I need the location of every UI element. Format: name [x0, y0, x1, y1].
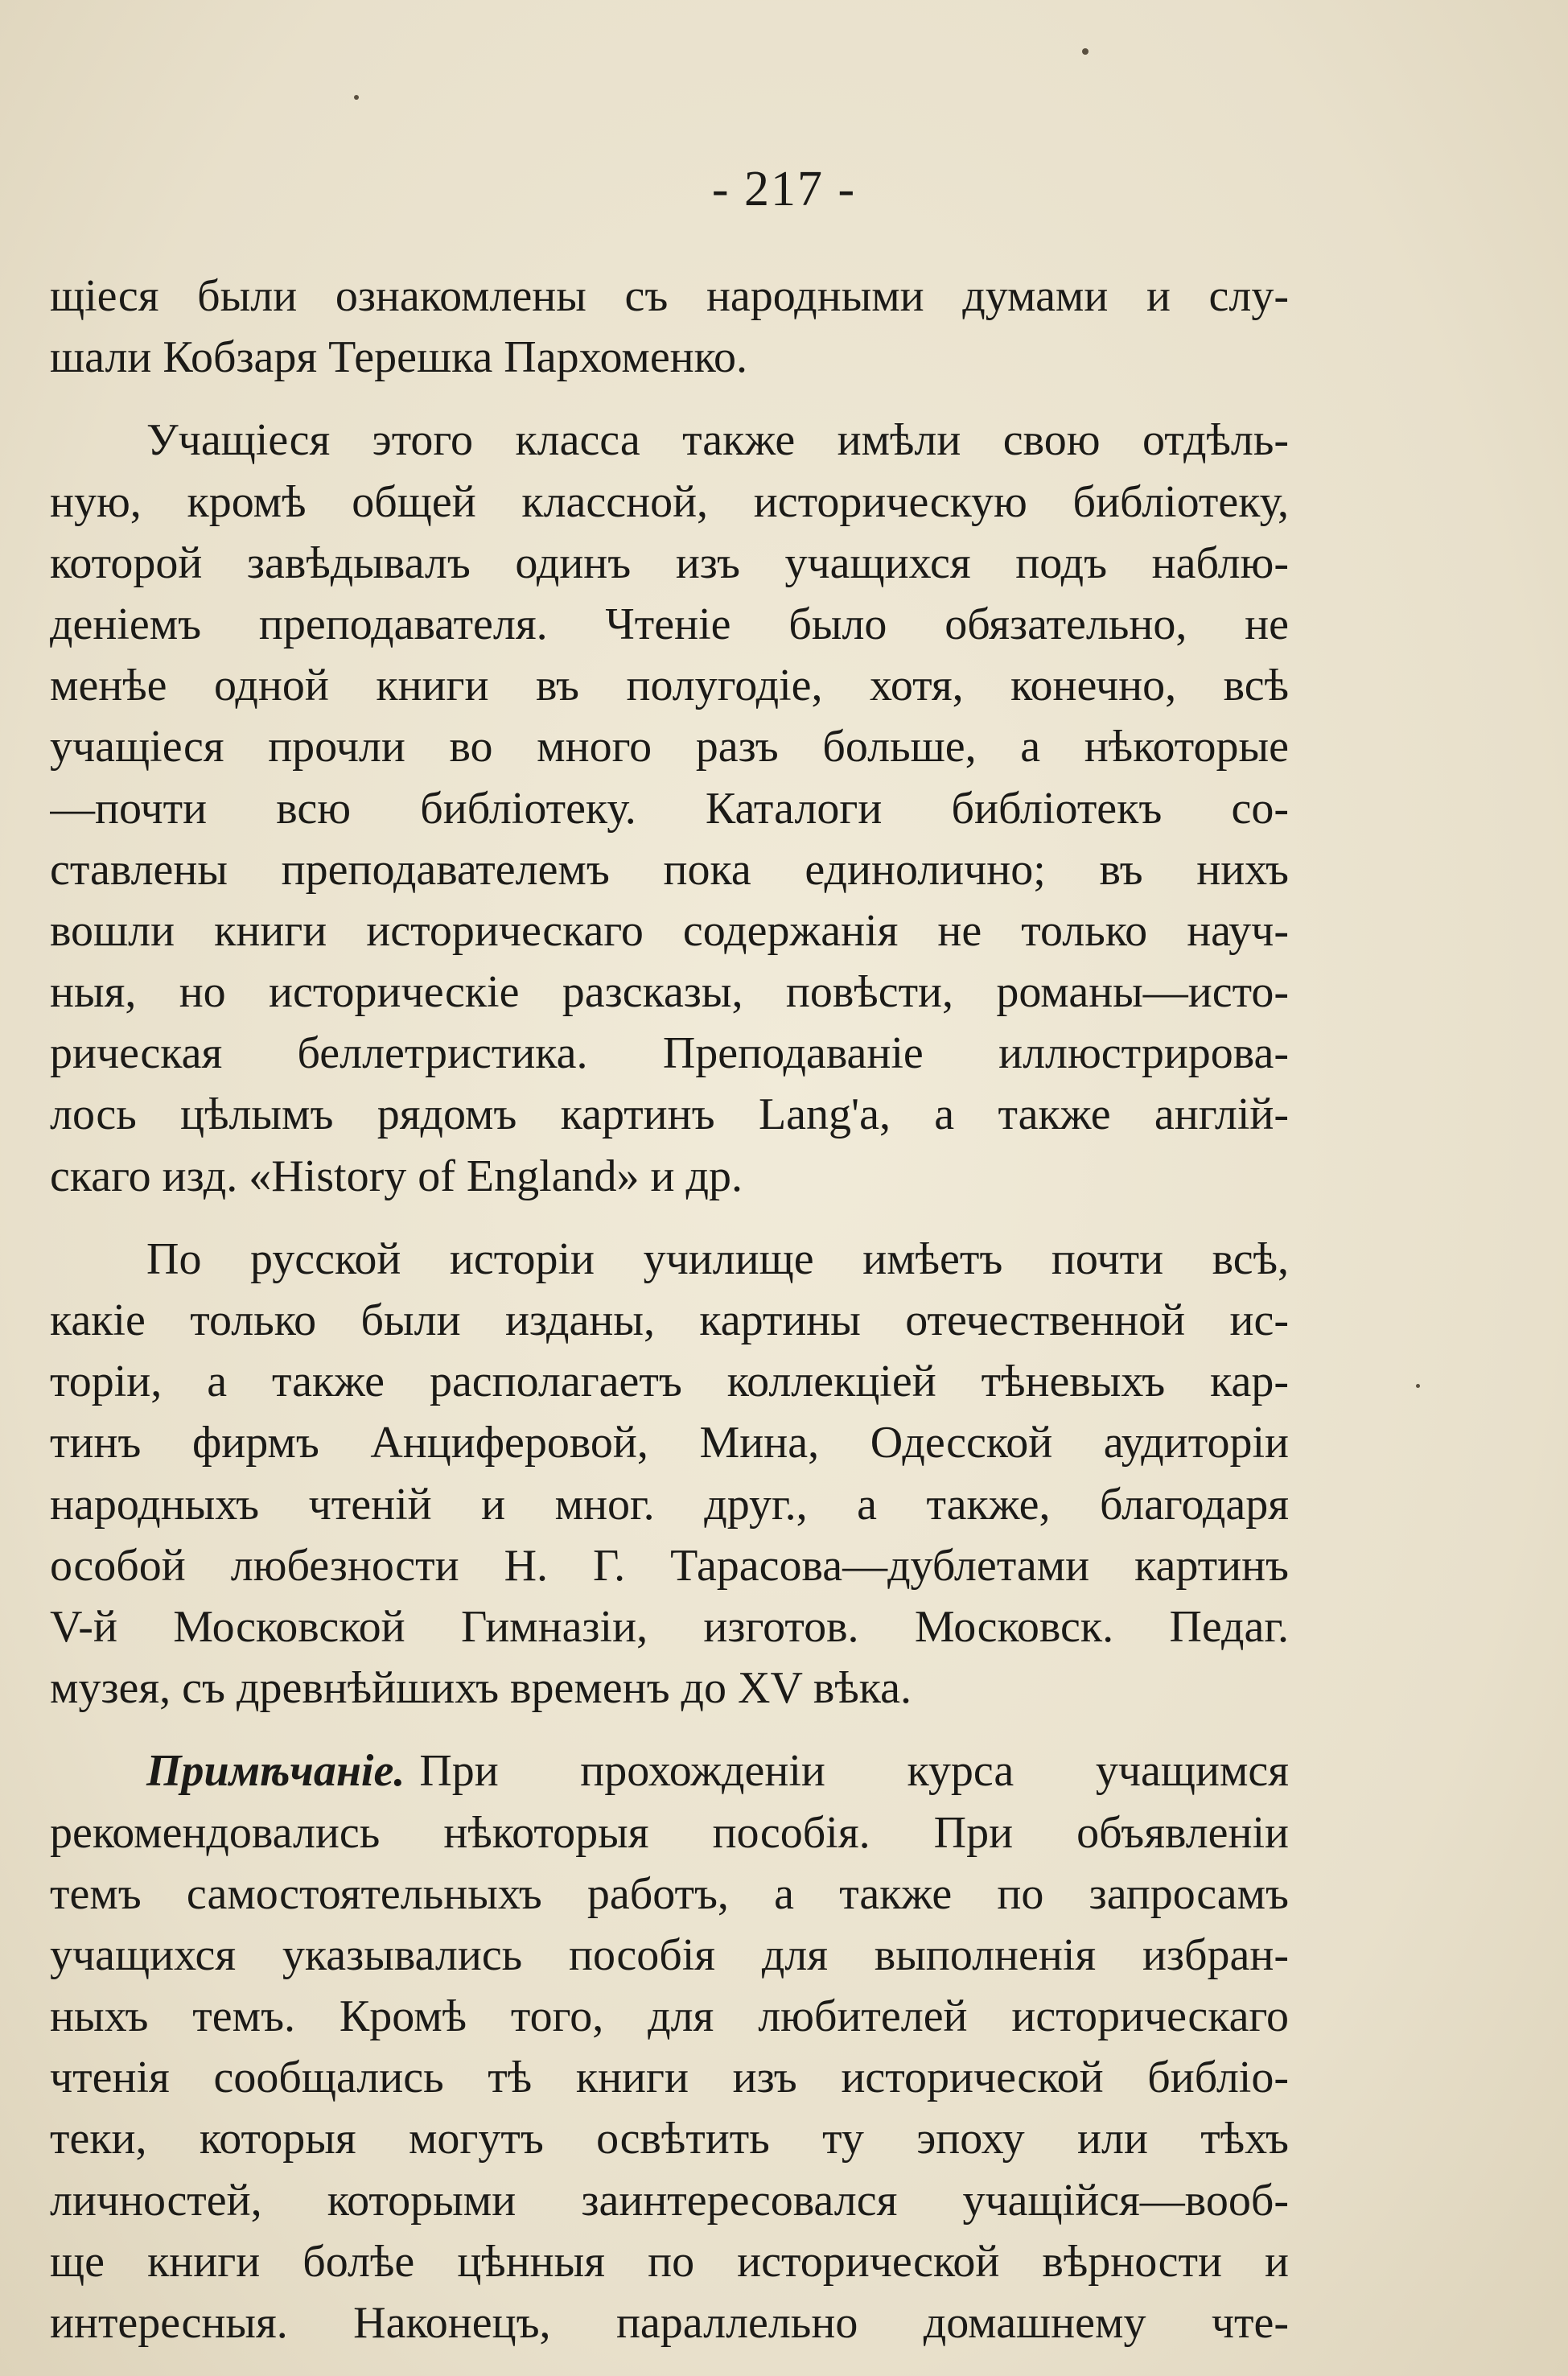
text-line: музея, съ древнѣйшихъ временъ до XV вѣка.	[50, 1663, 912, 1714]
text-line: народныхъ чтеній и мног. друг., а также, благодаря	[50, 1479, 1289, 1530]
text-line: особой любезности Н. Г. Тарасова—дублетами картинъ	[50, 1540, 1289, 1591]
text-line: рекомендовались нѣкоторыя пособія. При объявленіи	[50, 1807, 1289, 1858]
ink-speck	[1082, 48, 1089, 55]
text-line: деніемъ преподавателя. Чтеніе было обязательно, не	[50, 599, 1289, 649]
ink-speck	[354, 95, 359, 100]
text-line: рическая беллетристика. Преподаваніе иллюстрирова-	[50, 1028, 1289, 1079]
text-line: личностей, которыми заинтересовался учащійся—вооб-	[50, 2175, 1289, 2226]
text-line: Учащіеся этого класса также имѣли свою отдѣль-	[146, 415, 1289, 466]
note-label: Примѣчаніе.	[146, 1746, 405, 1797]
text-line: лось цѣлымъ рядомъ картинъ Lang'a, а также англій-	[50, 1089, 1289, 1140]
text-line: учащихся указывались пособія для выполненія избран-	[50, 1929, 1289, 1980]
text-line: ныя, но историческіе разсказы, повѣсти, романы—исто-	[50, 967, 1289, 1018]
text-span: При прохожденіи курса учащимся	[419, 1746, 1289, 1797]
text-line: V-й Московской Гимназіи, изготов. Московск. Педаг.	[50, 1601, 1289, 1652]
text-line: торіи, а также располагаетъ коллекціей тѣневыхъ кар-	[50, 1357, 1289, 1407]
text-line: чтенія сообщались тѣ книги изъ исторической библіо-	[50, 2053, 1289, 2103]
text-line: По русской исторіи училище имѣетъ почти всѣ,	[146, 1233, 1289, 1284]
text-line: темъ самостоятельныхъ работъ, а также по запросамъ	[50, 1868, 1289, 1919]
text-line: шали Кобзаря Терешка Пархоменко.	[50, 332, 748, 383]
text-line	[50, 1740, 1289, 1802]
text-line: ную, кромѣ общей классной, историческую библіотеку,	[50, 476, 1289, 527]
text-line: какіе только были изданы, картины отечественной ис-	[50, 1295, 1289, 1345]
text-line: щіеся были ознакомлены съ народными думами и слу-	[50, 271, 1289, 321]
text-line: —почти всю библіотеку. Каталоги библіотекъ со-	[50, 783, 1289, 834]
body-text	[50, 266, 1289, 2353]
text-line: скаго изд. «History of England» и др.	[50, 1151, 743, 1201]
text-line: учащіеся прочли во много разъ больше, а нѣкоторые	[50, 722, 1289, 772]
text-line: интересныя. Наконецъ, параллельно домашнему чте-	[50, 2298, 1289, 2348]
text-line: ще книги болѣе цѣнныя по исторической вѣрности и	[50, 2236, 1289, 2287]
text-line: менѣе одной книги въ полугодіе, хотя, конечно, всѣ	[50, 661, 1289, 711]
text-line: которой завѣдывалъ одинъ изъ учащихся подъ наблю-	[50, 537, 1289, 588]
text-line: вошли книги историческаго содержанія не только науч-	[50, 905, 1289, 956]
text-line: ставлены преподавателемъ пока единолично; въ нихъ	[50, 844, 1289, 895]
page-number: - 217 -	[711, 162, 857, 216]
text-line: теки, которыя могутъ освѣтить ту эпоху или тѣхъ	[50, 2114, 1289, 2164]
ink-speck	[1416, 1384, 1420, 1388]
text-line: ныхъ темъ. Кромѣ того, для любителей историческаго	[50, 1991, 1289, 2042]
text-line: тинъ фирмъ Анциферовой, Мина, Одесской аудиторіи	[50, 1418, 1289, 1468]
